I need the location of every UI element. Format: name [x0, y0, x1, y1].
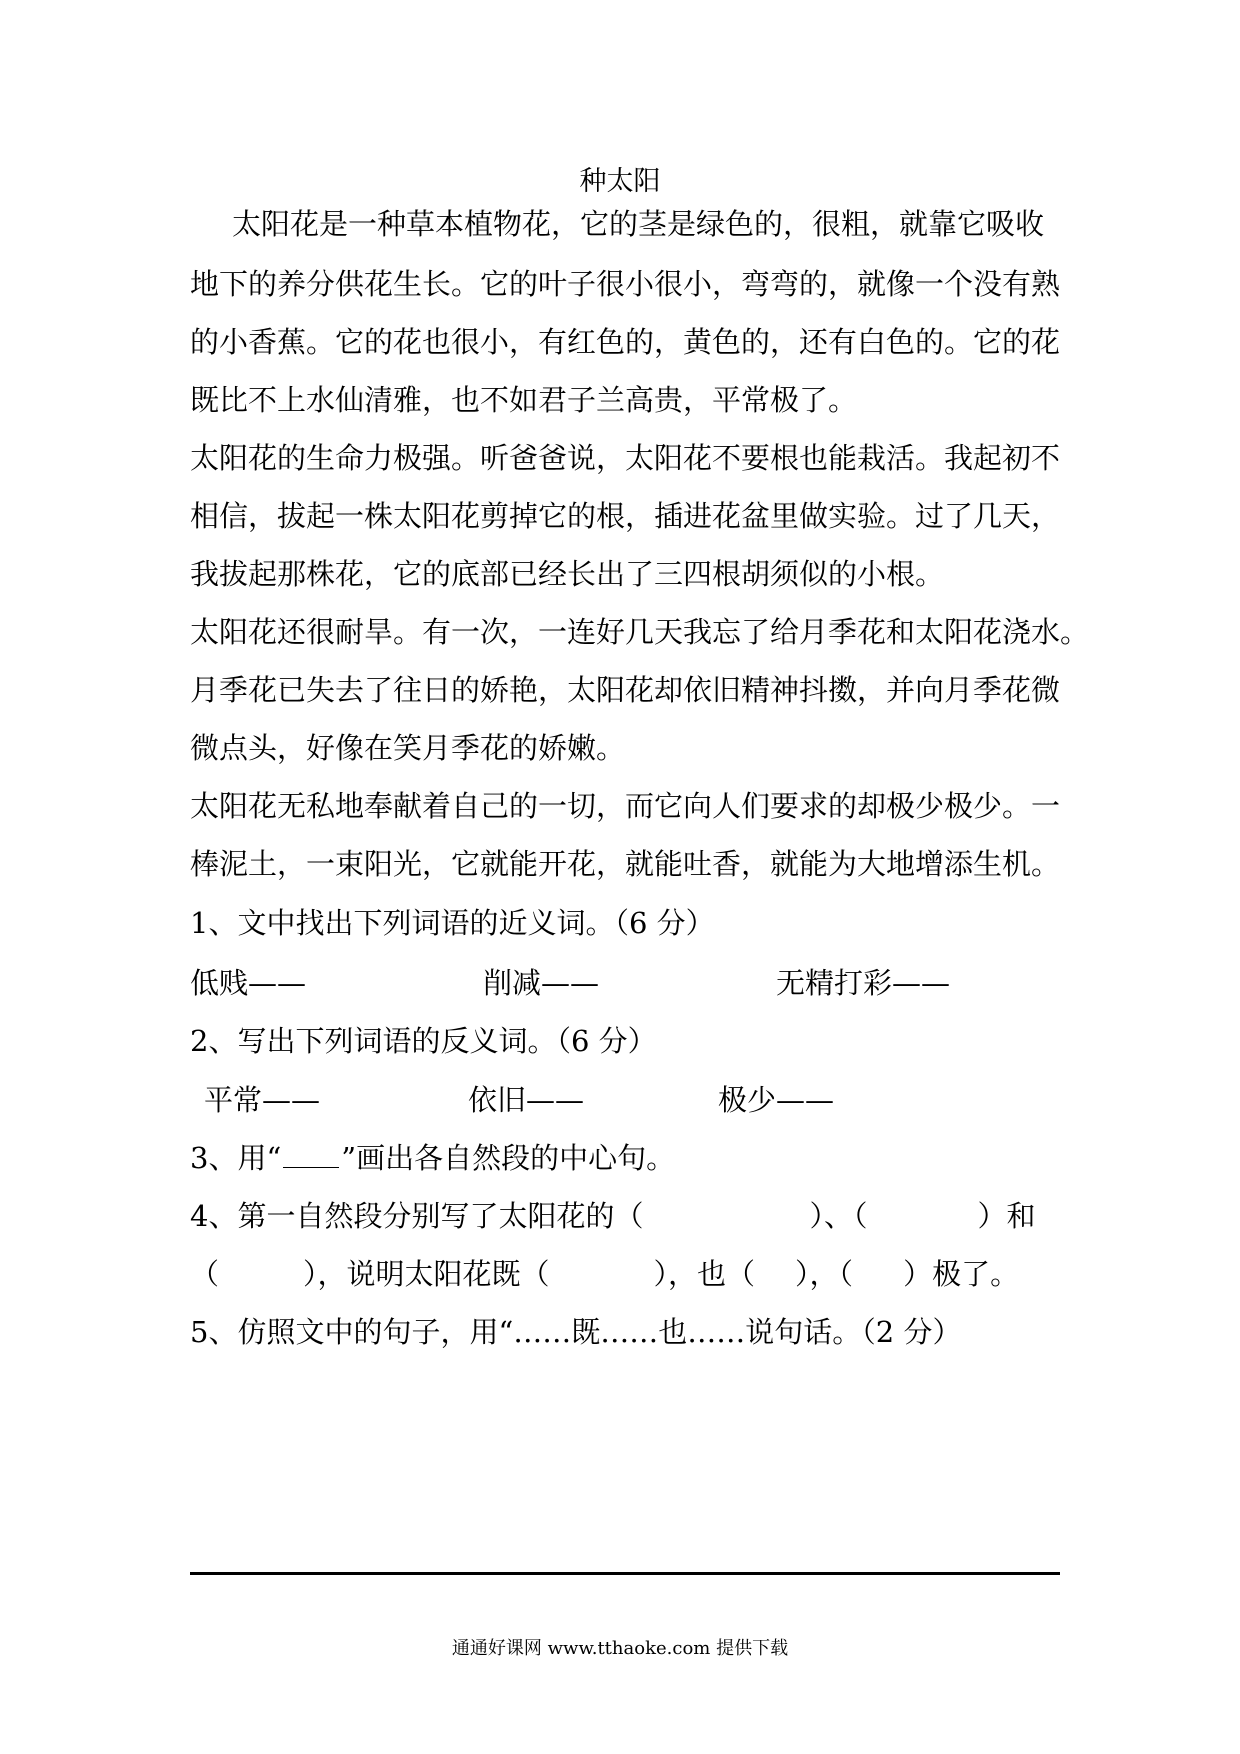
q4-text: ）、（	[809, 1199, 868, 1233]
passage-line: 太阳花的生命力极强。听爸爸说，太阳花不要根也能栽活。我起初不	[190, 441, 1061, 475]
question-1: 1、文中找出下列词语的近义词。（6 分）	[190, 906, 715, 940]
question-5: 5、仿照文中的句子，用“……既……也……说句话。（2 分）	[190, 1315, 962, 1349]
q3-prefix: 3、用“	[190, 1141, 282, 1175]
q2-item: 依旧——	[468, 1083, 585, 1117]
footer-credit: 通通好课网 www.tthaoke.com 提供下载	[451, 1638, 789, 1659]
q4-text: ），说明太阳花既（	[303, 1257, 550, 1291]
question-4-line-1	[190, 1196, 1035, 1236]
q4-text: ），也（	[653, 1257, 756, 1291]
passage-line: 相信，拔起一株太阳花剪掉它的根，插进花盆里做实验。过了几天，	[190, 499, 1061, 533]
q4-text: ）和	[977, 1199, 1036, 1233]
passage-line: 太阳花无私地奉献着自己的一切，而它向人们要求的却极少极少。一	[190, 789, 1061, 823]
q2-item: 平常——	[204, 1083, 321, 1117]
passage-line: 棒泥土，一束阳光，它就能开花，就能吐香，就能为大地增添生机。	[190, 847, 1061, 881]
passage-line: 的小香蕉。它的花也很小，有红色的，黄色的，还有白色的。它的花	[190, 325, 1061, 359]
underline-sample	[283, 1141, 339, 1168]
q4-text: 4、第一自然段分别写了太阳花的（	[190, 1199, 644, 1233]
q1-item: 低贱——	[190, 966, 307, 1000]
passage-line: 地下的养分供花生长。它的叶子很小很小，弯弯的，就像一个没有熟	[190, 267, 1061, 301]
passage-line: 太阳花还很耐旱。有一次，一连好几天我忘了给月季花和太阳花浇水。	[190, 615, 1090, 649]
bottom-rule	[190, 1572, 1060, 1575]
q2-item: 极少——	[718, 1083, 835, 1117]
q4-text: ），（	[795, 1257, 854, 1291]
passage-line: 太阳花是一种草本植物花，它的茎是绿色的，很粗，就靠它吸收	[232, 207, 1045, 241]
passage-line: 月季花已失去了往日的娇艳，太阳花却依旧精神抖擞，并向月季花微	[190, 673, 1061, 707]
passage-line: 微点头，好像在笑月季花的娇嫩。	[190, 731, 626, 765]
passage-line: 我拔起那株花，它的底部已经长出了三四根胡须似的小根。	[190, 557, 945, 591]
passage-title: 种太阳	[579, 166, 661, 197]
q1-item: 无精打彩——	[776, 966, 951, 1000]
question-3	[190, 1138, 675, 1178]
q3-suffix: ”画出各自然段的中心句。	[341, 1141, 676, 1175]
q4-text: （	[190, 1257, 220, 1291]
question-2: 2、写出下列词语的反义词。（6 分）	[190, 1024, 657, 1058]
q4-text: ）极了。	[903, 1257, 1020, 1291]
q1-item: 削减——	[483, 966, 600, 1000]
passage-line: 既比不上水仙清雅，也不如君子兰高贵，平常极了。	[190, 383, 858, 417]
question-4-line-2	[190, 1254, 1019, 1294]
